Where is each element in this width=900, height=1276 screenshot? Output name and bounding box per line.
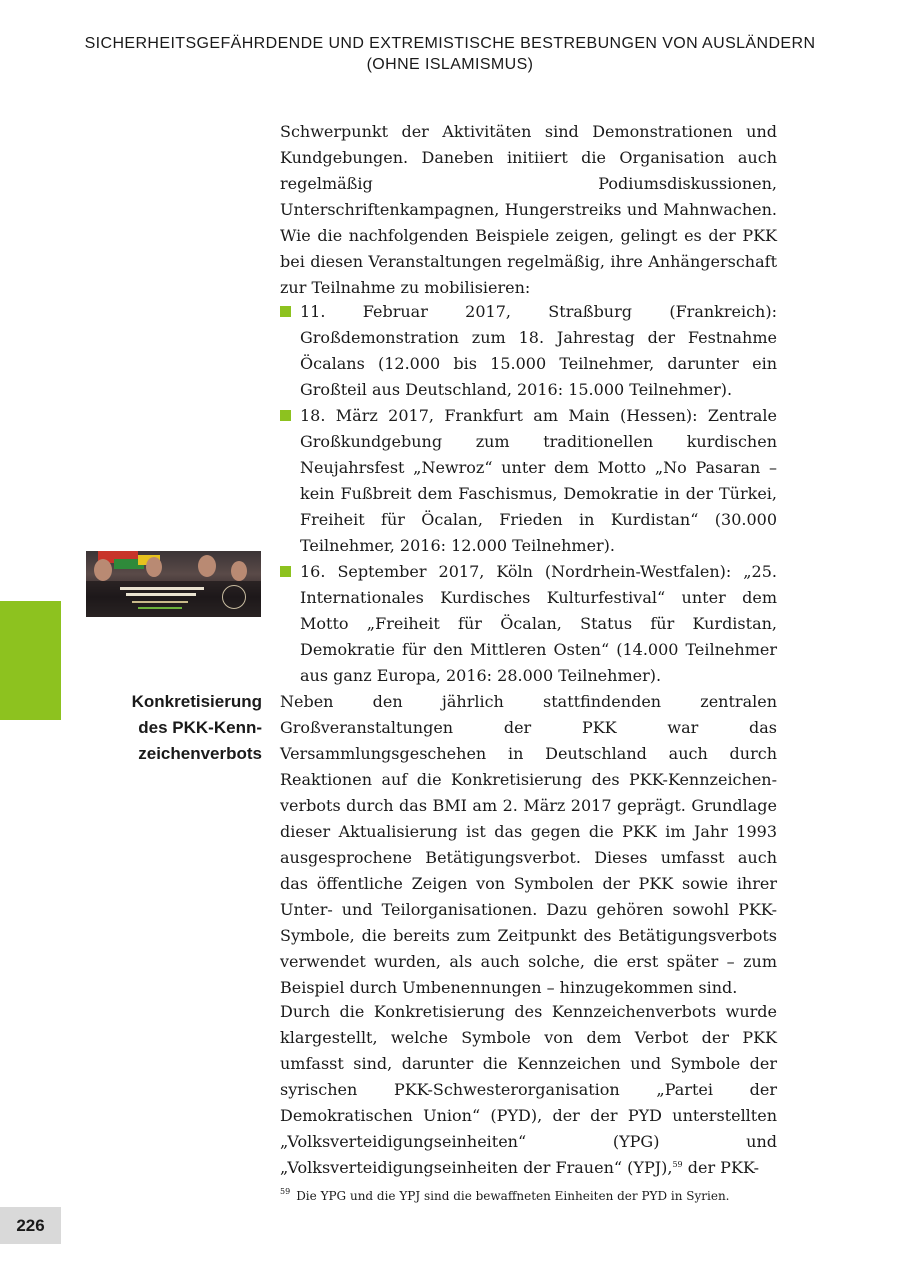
margin-heading-line-2: des PKK-Kenn-: [138, 718, 262, 737]
page-number: 226: [0, 1207, 61, 1244]
seal-icon: [222, 585, 246, 609]
chapter-tab: [0, 601, 61, 720]
list-item-text: 16. September 2017, Köln (Nordrhein-Westfalen): „25. Internationales Kurdisches Kulturfestival“ unter dem Motto „Freiheit für Öcalan, Status für Kurdistan, Demokratie für den Mittleren Osten“ (14.000 Teilnehmer aus ganz Europa, 2016: 28.000 Teilnehmer).: [300, 562, 777, 685]
list-item: [280, 299, 777, 403]
paragraph-tail: der PKK-: [682, 1158, 760, 1177]
green-square-bullet-icon: [280, 306, 291, 317]
margin-heading-line-3: zeichenverbots: [138, 744, 262, 763]
green-square-bullet-icon: [280, 410, 291, 421]
running-header: [0, 33, 900, 75]
intro-paragraph: Schwerpunkt der Aktivitäten sind Demonstrationen und Kundgebungen. Daneben initiiert die Organisation auch regelmäßig Podiumsdiskussionen, Unterschriftenkampagnen, Hungerstreiks und Mahnwachen. Wie die nachfolgenden Beispiele zeigen, gelingt es der PKK bei diesen Veranstaltungen regelmäßig, ihre Anhängerschaft zur Teilnahme zu mobilisieren:: [280, 122, 777, 297]
footnote-text: Die YPG und die YPJ sind die bewaffneten Einheiten der PYD in Syrien.: [296, 1189, 730, 1203]
header-line-1: SICHERHEITSGEFÄHRDENDE UND EXTREMISTISCHE BESTREBUNGEN VON AUSLÄNDERN: [84, 35, 816, 52]
paragraph-text: Durch die Konkretisierung des Kennzeichenverbots wurde klargestellt, welche Symbole von dem Verbot der PKK umfasst sind, darunter die Kennzeichen und Symbole der syrischen PKK-Schwesterorganisation „Partei der Demokratischen Union“ (PYD), der der PYD unterstellten „Volksverteidigungseinheiten“ (YPG) und „Volksverteidigungseinheiten der Frauen“ (YPJ),: [280, 1002, 777, 1177]
list-item: [280, 403, 777, 559]
footnote-number: 59: [280, 1187, 291, 1196]
list-item: [280, 559, 777, 689]
paragraph-kennzeichenverbot: Neben den jährlich stattfindenden zentralen Großveranstaltungen der PKK war das Versammlungsgeschehen in Deutschland auch durch Reaktionen auf die Konkretisierung des PKK-Kennzeichenverbots durch das BMI am 2. März 2017 geprägt. Grundlage dieser Aktualisierung ist das gegen die PKK im Jahr 1993 ausgesprochene Betätigungsverbot. Dieses umfasst auch das öffentliche Zeigen von Symbolen der PKK sowie ihrer Unter- und Teilorganisationen. Dazu gehören sowohl PKK-Symbole, die bereits zum Zeitpunkt des Betätigungsverbots verwendet wurden, als auch solche, die erst später – zum Beispiel durch Umbenennungen – hinzugekommen sind.: [280, 692, 777, 997]
festival-photo: [86, 551, 261, 617]
list-item-text: 11. Februar 2017, Straßburg (Frankreich): Großdemonstration zum 18. Jahrestag der Festnahme Öcalans (12.000 bis 15.000 Teilnehmer, darunter ein Großteil aus Deutschland, 2016: 15.000 Teilnehmer).: [300, 302, 777, 399]
footnote-reference[interactable]: 59: [672, 1160, 683, 1169]
green-square-bullet-icon: [280, 566, 291, 577]
margin-heading-line-1: Konkretisierung: [131, 692, 262, 711]
margin-heading: [100, 689, 262, 767]
header-line-2: (OHNE ISLAMISMUS): [366, 56, 534, 73]
footnote: [280, 1187, 800, 1205]
list-item-text: 18. März 2017, Frankfurt am Main (Hessen): Zentrale Großkundgebung zum traditionellen kurdischen Neujahrsfest „Newroz“ unter dem Motto „No Pasaran – kein Fußbreit dem Faschismus, Demokratie in der Türkei, Freiheit für Öcalan, Frieden in Kurdistan“ (30.000 Teilnehmer, 2016: 12.000 Teilnehmer).: [300, 406, 777, 555]
paragraph-konkretisierung: [280, 999, 777, 1181]
event-list: [280, 299, 777, 689]
